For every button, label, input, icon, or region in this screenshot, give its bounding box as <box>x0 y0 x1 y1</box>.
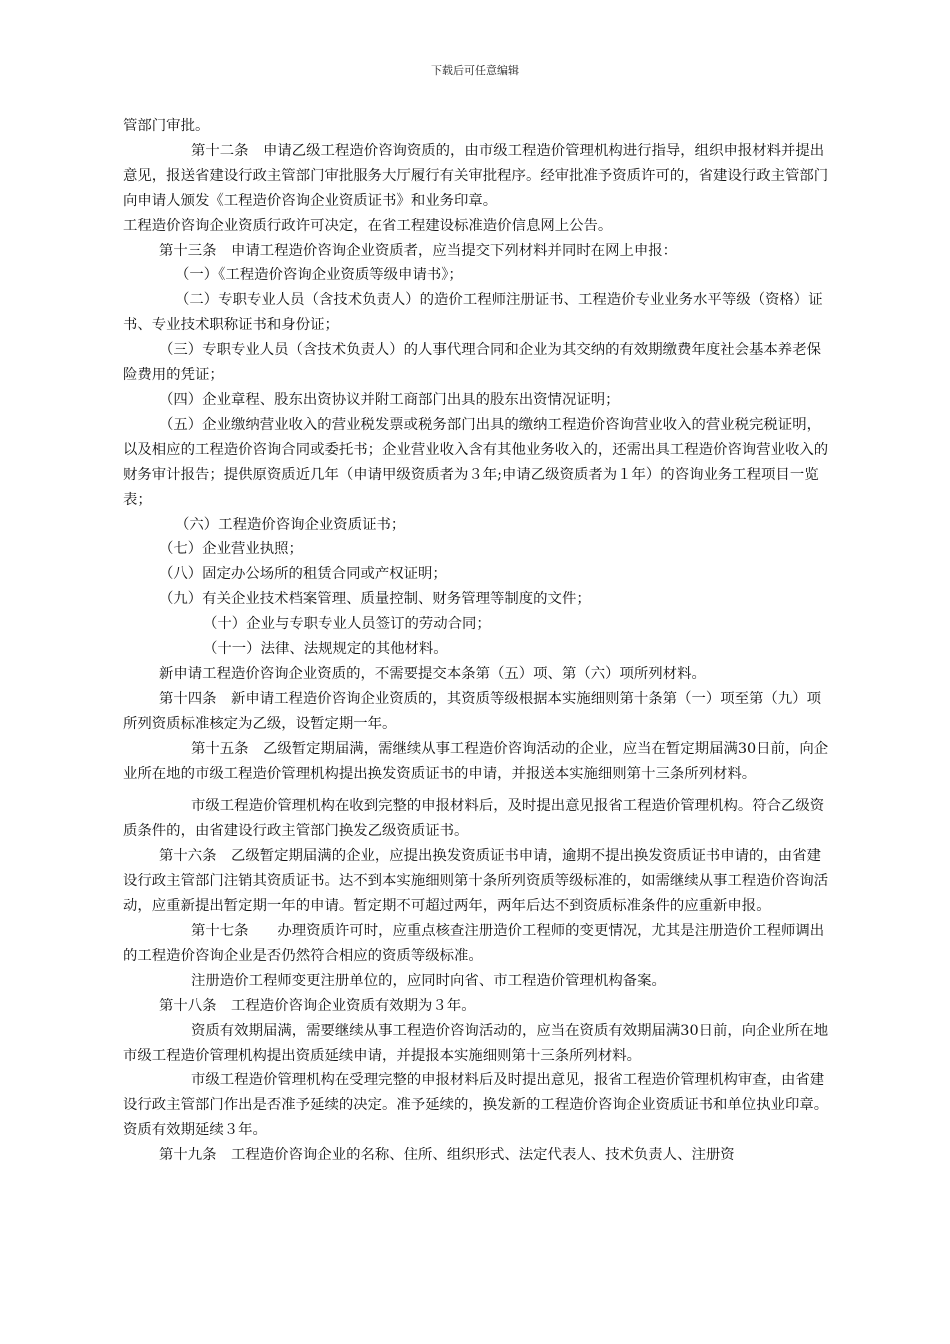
paragraph: （二）专职专业人员（含技术负责人）的造价工程师注册证书、工程造价专业业务水平等级（资格）证书、专业技术职称证书和身份证； <box>123 292 823 334</box>
paragraph: 市级工程造价管理机构在收到完整的申报材料后，及时提出意见报省工程造价管理机构。符合乙级资质条件的，由省建设行政主管部门换发乙级资质证书。 <box>123 798 825 840</box>
paragraph: 第十六条 乙级暂定期届满的企业，应提出换发资质证书申请，逾期不提出换发资质证书申请的，由省建设行政主管部门注销其资质证书。达不到本实施细则第十条所列资质等级标准的，如需继续从事工程造价咨询活动，应重新提出暂定期一年的申请。暂定期不可超过两年，两年后达不到资质标准条件的应重新申报。 <box>123 848 829 915</box>
paragraph: （九）有关企业技术档案管理、质量控制、财务管理等制度的文件； <box>159 591 591 608</box>
paragraph: 工程造价咨询企业资质行政许可决定，在省工程建设标准造价信息网上公告。 <box>123 217 613 234</box>
paragraph: 新申请工程造价咨询企业资质的，不需要提交本条第（五）项、第（六）项所列材料。 <box>159 665 706 682</box>
paragraph: 第十九条 工程造价咨询企业的名称、住所、组织形式、法定代表人、技术负责人、注册资 <box>159 1147 735 1164</box>
paragraph: 注册造价工程师变更注册单位的，应同时向省、市工程造价管理机构备案。 <box>191 972 666 989</box>
paragraph: （一）《工程造价咨询企业资质等级申请书》； <box>175 267 463 284</box>
paragraph: （七）企业营业执照； <box>159 541 303 558</box>
paragraph: 第十八条 工程造价咨询企业资质有效期为３年。 <box>159 997 476 1014</box>
paragraph: 第十四条 新申请工程造价咨询企业资质的，其资质等级根据本实施细则第十条第（一）项至第（九）项所列资质标准核定为乙级，设暂定期一年。 <box>123 690 821 732</box>
paragraph: （十一）法律、法规规定的其他材料。 <box>203 641 448 658</box>
paragraph: 资质有效期届满，需要继续从事工程造价咨询活动的，应当在资质有效期届满30日前，向企业所在地市级工程造价管理机构提出资质延续申请，并提报本实施细则第十三条所列材料。 <box>123 1022 829 1064</box>
paragraph: （四）企业章程、股东出资协议并附工商部门出具的股东出资情况证明； <box>159 391 620 408</box>
paragraph: （六）工程造价咨询企业资质证书； <box>175 516 406 533</box>
paragraph: 第十七条 办理资质许可时，应重点核查注册造价工程师的变更情况，尤其是注册造价工程师调出的工程造价咨询企业是否仍然符合相应的资质等级标准。 <box>123 923 825 964</box>
paragraph: 管部门审批。 <box>123 118 210 134</box>
paragraph: 第十三条 申请工程造价咨询企业资质者，应当提交下列材料并同时在网上申报： <box>159 242 678 259</box>
paragraph: （八）固定办公场所的租赁合同或产权证明； <box>159 566 447 583</box>
paragraph: （十）企业与专职专业人员签订的劳动合同； <box>203 616 491 633</box>
paragraph: 第十二条 申请乙级工程造价咨询资质的，由市级工程造价管理机构进行指导，组织申报材料并提出意见，报送省建设行政主管部门审批服务大厅履行有关审批程序。经审批准予资质许可的，省建设行政主管部门向申请人颁发《工程造价咨询企业资质证书》和业务印章。 <box>123 142 829 209</box>
document-body <box>123 114 829 1168</box>
page-header-note: 下载后可任意编辑 <box>431 64 519 77</box>
paragraph: （三）专职专业人员（含技术负责人）的人事代理合同和企业为其交纳的有效期缴费年度社会基本养老保险费用的凭证； <box>123 342 821 384</box>
paragraph: 市级工程造价管理机构在受理完整的申报材料后及时提出意见，报省工程造价管理机构审查，由省建设行政主管部门作出是否准予延续的决定。准予延续的，换发新的工程造价咨询企业资质证书和单位执业印章。资质有效期延续３年。 <box>123 1072 829 1139</box>
paragraph: （五）企业缴纳营业收入的营业税发票或税务部门出具的缴纳工程造价咨询营业收入的营业税完税证明，以及相应的工程造价咨询合同或委托书；企业营业收入含有其他业务收入的，还需出具工程造价咨询营业收入的财务审计报告；提供原资质近几年（申请甲级资质者为３年;申请乙级资质者为１年）的咨询业务工程项目一览表； <box>123 416 829 508</box>
paragraph: 第十五条 乙级暂定期届满，需继续从事工程造价咨询活动的企业，应当在暂定期届满30日前，向企业所在地的市级工程造价管理机构提出换发资质证书的申请，并报送本实施细则第十三条所列材料。 <box>123 740 829 782</box>
